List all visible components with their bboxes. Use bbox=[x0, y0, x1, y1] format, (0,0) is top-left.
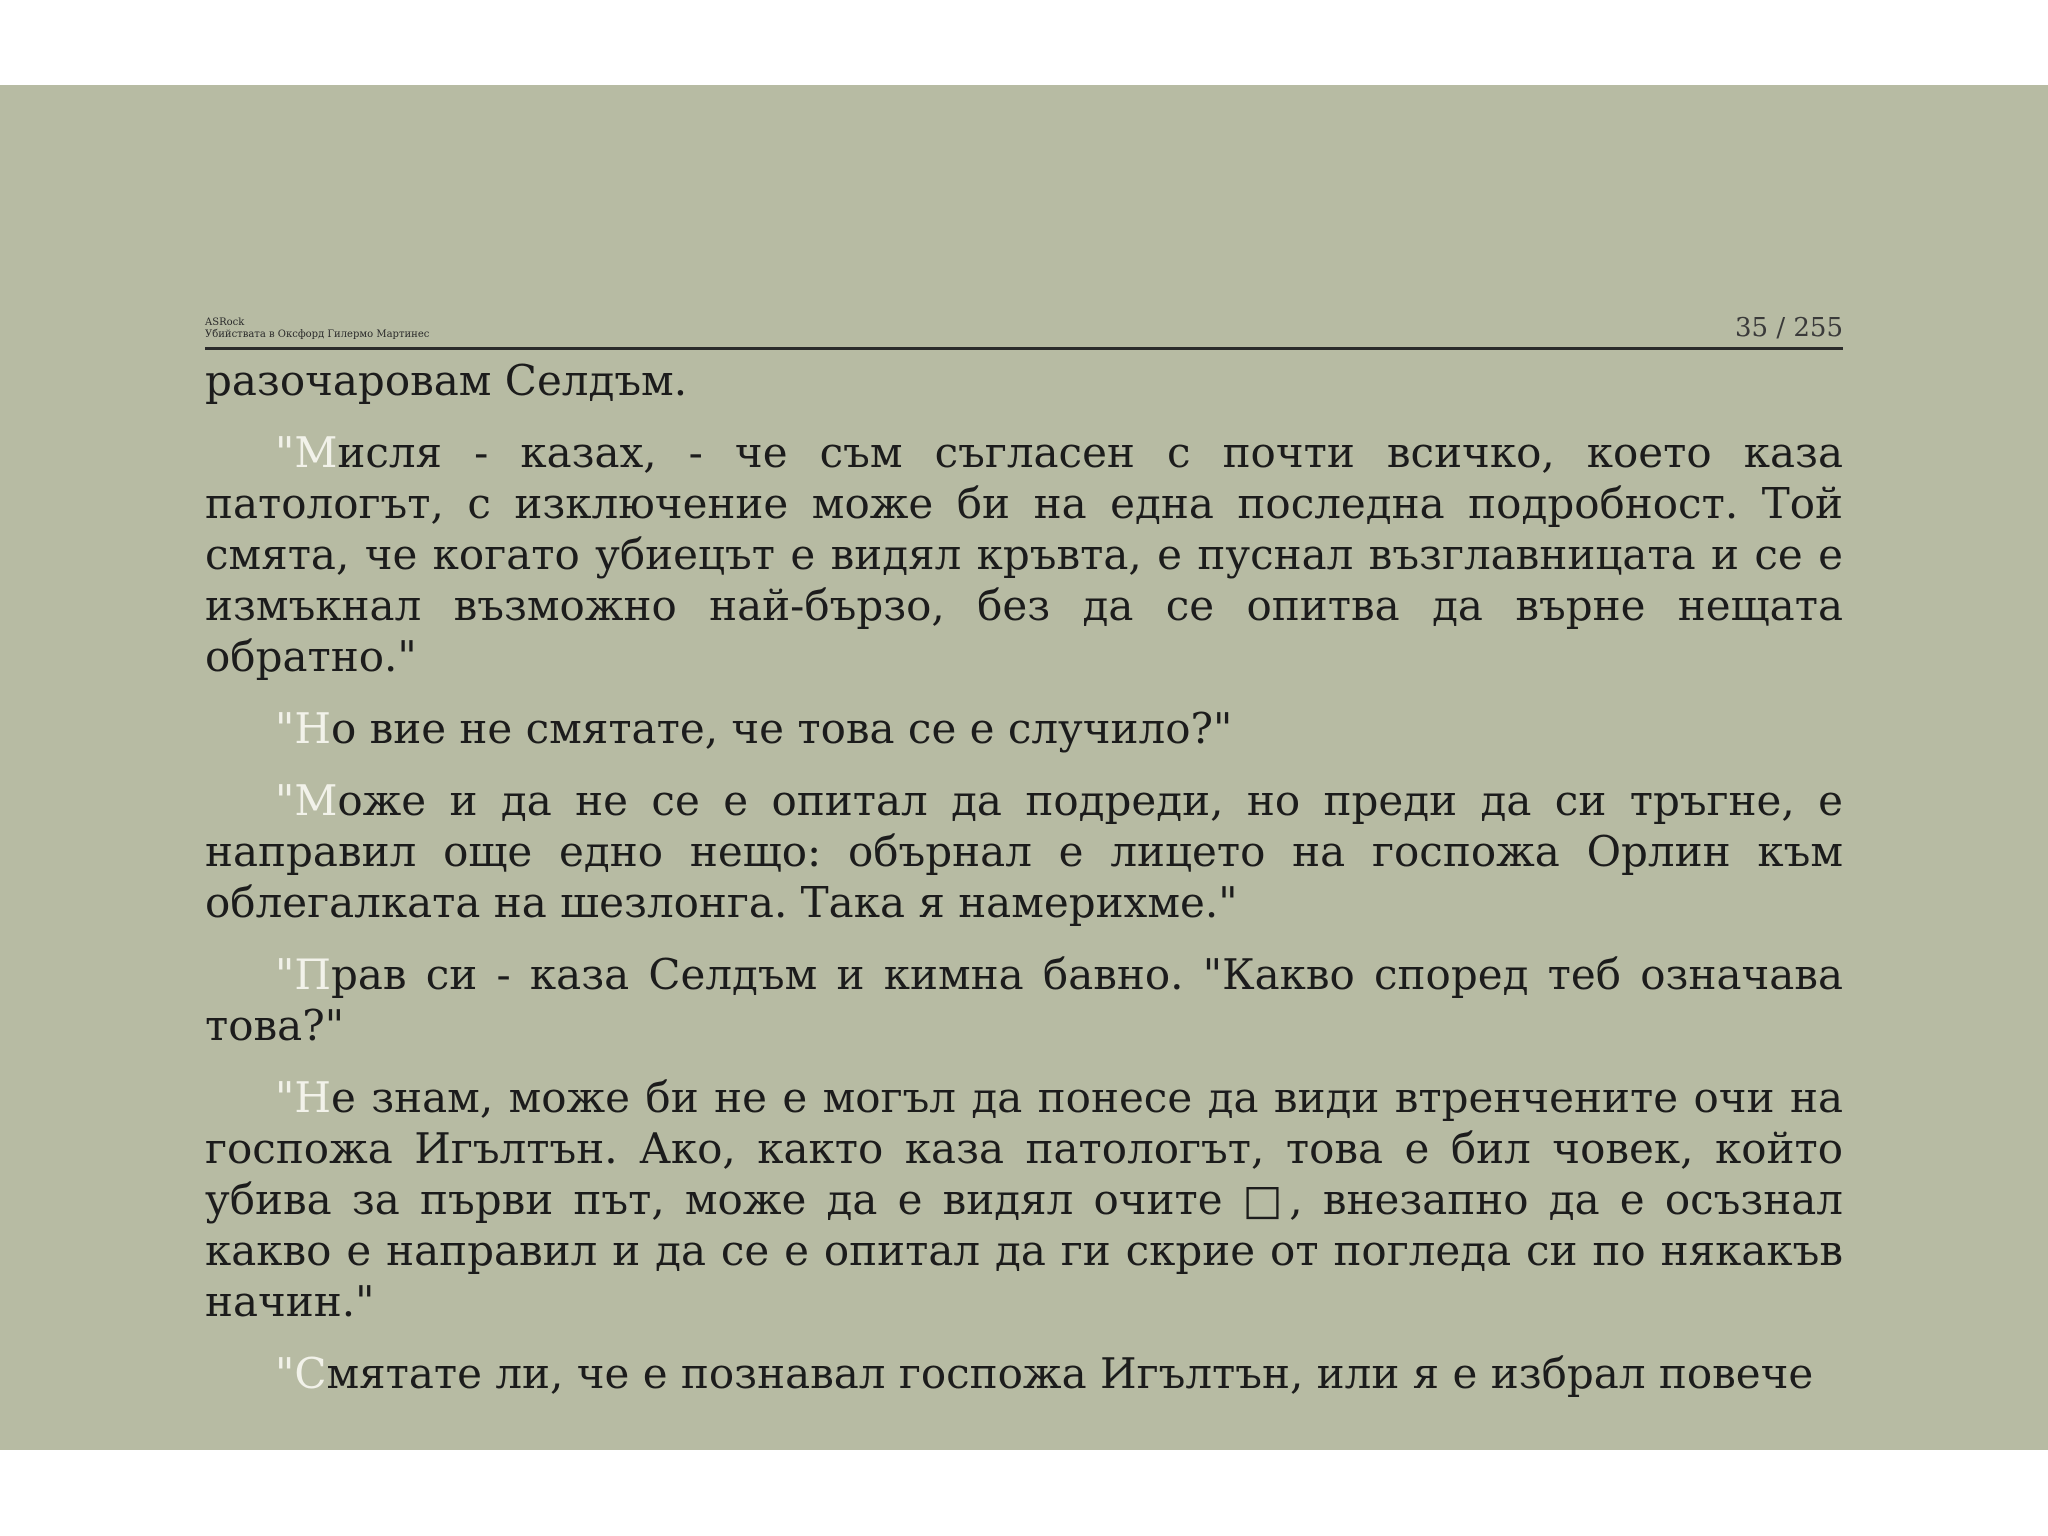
app-name: ASRock bbox=[205, 317, 245, 328]
paragraph-text: исля - казах, - че съм съгласен с почти всичко, което каза патологът, с изключение може би на една последна подробност. Той смята, че когато убиецът е видял кръвта, е пуснал възглавницата и се е измъкнал възможно най-бързо, без да се опитва да върне нещата обратно." bbox=[205, 428, 1843, 681]
drop-cap: "М bbox=[275, 776, 338, 825]
paragraph bbox=[205, 949, 1843, 1051]
drop-cap: "Н bbox=[275, 704, 331, 753]
book-text bbox=[205, 355, 1843, 1420]
paragraph bbox=[205, 355, 1843, 406]
page-header bbox=[205, 225, 1843, 350]
paragraph bbox=[205, 703, 1843, 754]
paragraph bbox=[205, 1348, 1843, 1399]
header-meta bbox=[205, 317, 429, 341]
drop-cap: "М bbox=[275, 428, 338, 477]
drop-cap: "П bbox=[275, 950, 331, 999]
paragraph bbox=[205, 427, 1843, 682]
paragraph-text: рав си - каза Селдъм и кимна бавно. "Какво според теб означава това?" bbox=[205, 950, 1843, 1050]
reader-page[interactable] bbox=[0, 85, 2048, 1450]
book-title: Убийствата в Оксфорд Гилермо Мартинес bbox=[205, 329, 430, 340]
page-counter: 35 / 255 bbox=[1735, 313, 1843, 343]
drop-cap: "С bbox=[275, 1349, 327, 1398]
paragraph bbox=[205, 775, 1843, 928]
paragraph-text: оже и да не се е опитал да подреди, но преди да си тръгне, е направил още едно нещо: обърнал е лицето на госпожа Орлин към облегалката на шезлонга. Така я намерихме." bbox=[205, 776, 1843, 927]
paragraph-text: мятате ли, че е познавал госпожа Игълтън, или я е избрал повече bbox=[326, 1349, 1814, 1398]
paragraph-text: о вие не смятате, че това се е случило?" bbox=[330, 704, 1233, 753]
drop-cap: "Н bbox=[275, 1073, 331, 1122]
paragraph bbox=[205, 1072, 1843, 1327]
paragraph-text: разочаровам Селдъм. bbox=[205, 356, 688, 405]
paragraph-text: е знам, може би не е могъл да понесе да види втренчените очи на госпожа Игълтън. Ако, както каза патологът, това е бил човек, който убива за първи път, може да е видял очите □, внезапно да е осъзнал какво е направил и да се е опитал да ги скрие от погледа си по някакъв начин." bbox=[205, 1073, 1843, 1326]
